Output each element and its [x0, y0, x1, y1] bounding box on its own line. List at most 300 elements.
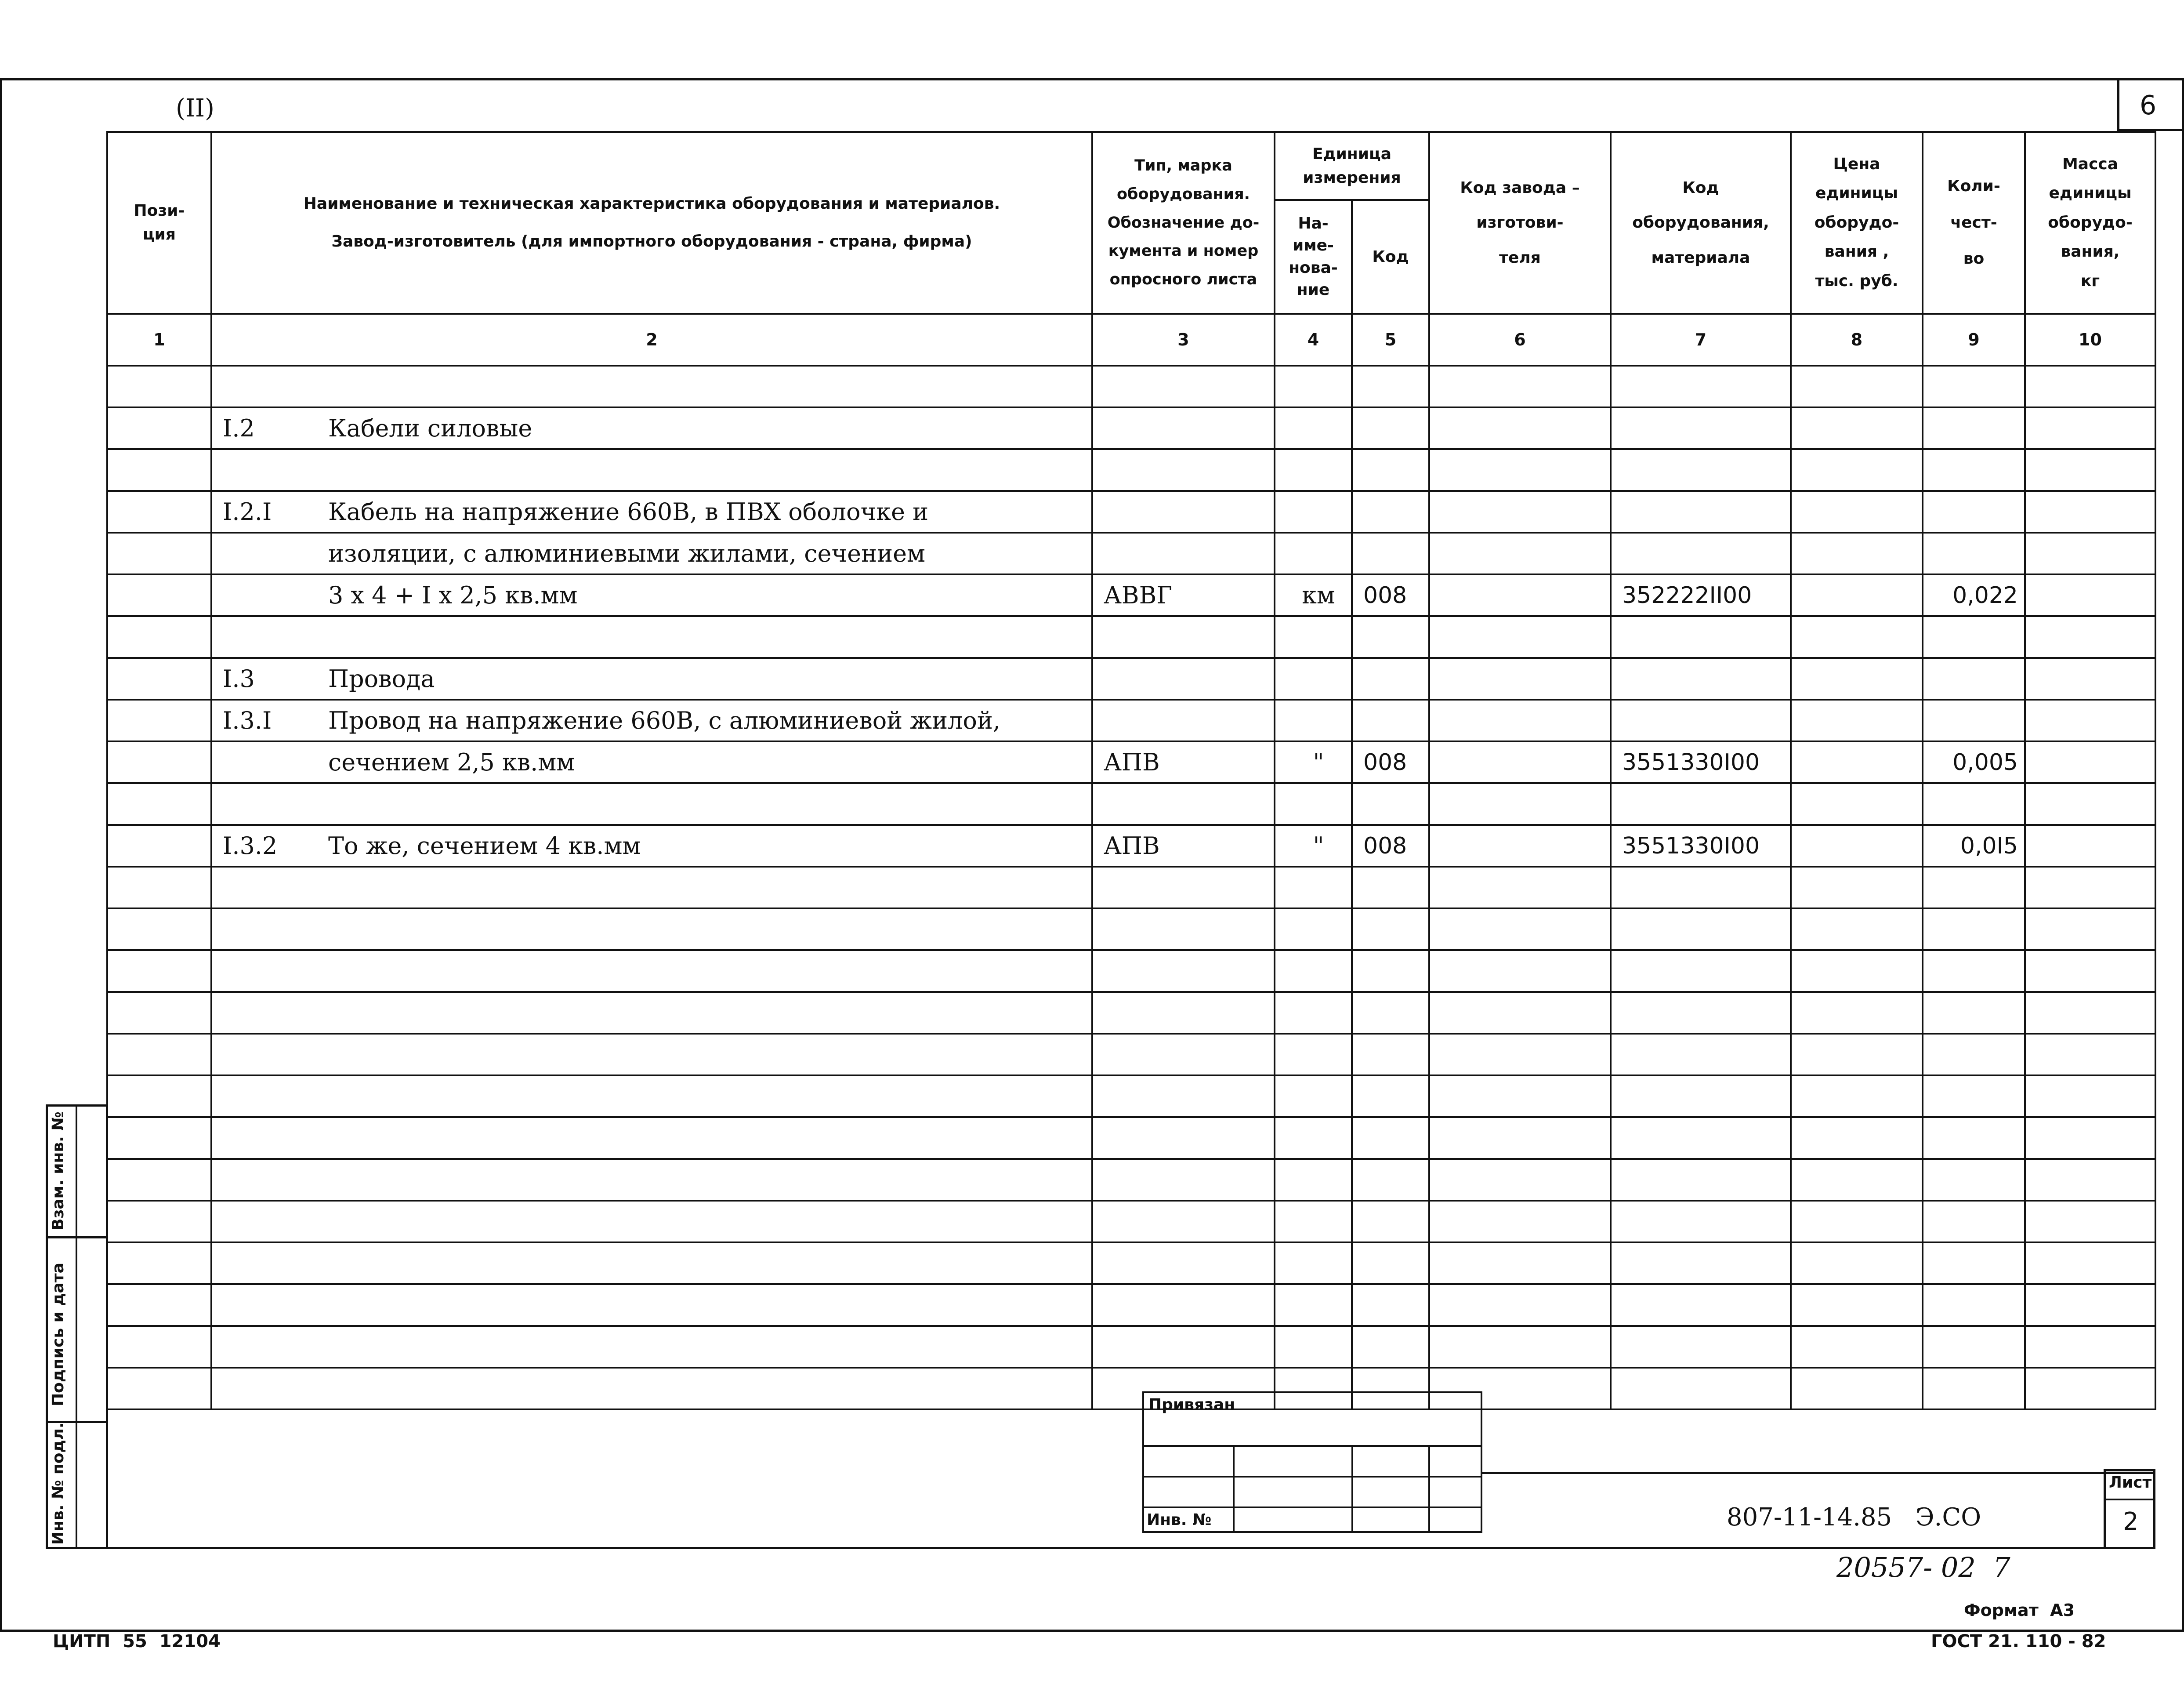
cell-position	[107, 616, 211, 658]
cell-quantity	[1923, 1075, 2025, 1117]
cell-equipment-code	[1611, 1159, 1791, 1201]
cell-unit-name	[1275, 1284, 1352, 1326]
cell-mass	[2025, 533, 2155, 574]
position-number: I.3.I	[223, 707, 272, 734]
cell-position	[107, 1159, 211, 1201]
cell-price	[1791, 908, 1923, 950]
table-row	[107, 491, 2155, 533]
cell-position	[107, 658, 211, 700]
table-row	[107, 1034, 2155, 1075]
cell-factory-code	[1429, 825, 1611, 867]
cell-quantity	[1923, 1368, 2025, 1409]
cell-equipment-code: 3551330I00	[1611, 825, 1791, 867]
side-label-inv-podl: Инв. № подл.	[49, 1422, 67, 1545]
cell-name	[211, 574, 1092, 616]
table-row	[107, 992, 2155, 1034]
cell-equipment-code	[1611, 1201, 1791, 1242]
cell-equipment-code	[1611, 783, 1791, 825]
binding-stamp	[1142, 1391, 1482, 1533]
cell-mass	[2025, 1326, 2155, 1368]
cell-position	[107, 825, 211, 867]
cell-unit-name	[1275, 1201, 1352, 1242]
cell-unit-name	[1275, 992, 1352, 1034]
item-name: Кабели силовые	[328, 414, 532, 442]
table-row	[107, 741, 2155, 783]
cell-name	[211, 1242, 1092, 1284]
cell-name	[211, 700, 1092, 741]
cell-type	[1092, 366, 1275, 407]
cell-unit-code	[1352, 491, 1429, 533]
cell-equipment-code: 352222II00	[1611, 574, 1791, 616]
title-block-line	[1481, 1472, 2155, 1474]
cell-mass	[2025, 1159, 2155, 1201]
position-number: I.2	[223, 414, 255, 442]
cell-mass	[2025, 783, 2155, 825]
cell-type	[1092, 1159, 1275, 1201]
cell-unit-code	[1352, 1242, 1429, 1284]
cell-position	[107, 908, 211, 950]
footer-gost: ГОСТ 21. 110 - 82	[1931, 1631, 2106, 1652]
cell-type	[1092, 658, 1275, 700]
cell-factory-code	[1429, 1075, 1611, 1117]
cell-name	[211, 992, 1092, 1034]
cell-type: АПВ	[1092, 741, 1275, 783]
cell-mass	[2025, 950, 2155, 992]
cell-factory-code	[1429, 1201, 1611, 1242]
cell-equipment-code	[1611, 491, 1791, 533]
cell-equipment-code	[1611, 992, 1791, 1034]
side-label-sign-date: Подпись и дата	[49, 1263, 67, 1406]
cell-position	[107, 1368, 211, 1409]
cell-position	[107, 1284, 211, 1326]
cell-equipment-code	[1611, 908, 1791, 950]
cell-type: АВВГ	[1092, 574, 1275, 616]
cell-factory-code	[1429, 616, 1611, 658]
cell-type	[1092, 1075, 1275, 1117]
table-row	[107, 1284, 2155, 1326]
col-number: 2	[211, 314, 1092, 366]
col-number: 5	[1352, 314, 1429, 366]
cell-equipment-code	[1611, 658, 1791, 700]
table-row	[107, 1242, 2155, 1284]
cell-mass	[2025, 1201, 2155, 1242]
cell-unit-code	[1352, 449, 1429, 491]
cell-unit-name	[1275, 950, 1352, 992]
cell-unit-name	[1275, 700, 1352, 741]
cell-quantity	[1923, 1326, 2025, 1368]
cell-position	[107, 741, 211, 783]
table-row	[107, 700, 2155, 741]
cell-unit-name: км	[1275, 574, 1352, 616]
table-row	[107, 825, 2155, 867]
cell-quantity	[1923, 1284, 2025, 1326]
cell-quantity	[1923, 1034, 2025, 1075]
table-row	[107, 449, 2155, 491]
cell-unit-name	[1275, 1326, 1352, 1368]
cell-quantity	[1923, 1159, 2025, 1201]
cell-mass	[2025, 1242, 2155, 1284]
cell-name	[211, 491, 1092, 533]
item-name: Кабель на напряжение 660В, в ПВХ оболочке и	[328, 498, 929, 526]
header-position: Пози- ция	[107, 132, 211, 314]
cell-factory-code	[1429, 1159, 1611, 1201]
cell-equipment-code	[1611, 1075, 1791, 1117]
cell-unit-code	[1352, 1159, 1429, 1201]
cell-price	[1791, 1201, 1923, 1242]
cell-name	[211, 1201, 1092, 1242]
cell-mass	[2025, 1075, 2155, 1117]
cell-mass	[2025, 1284, 2155, 1326]
cell-name	[211, 1326, 1092, 1368]
cell-unit-name	[1275, 616, 1352, 658]
col-number: 4	[1275, 314, 1352, 366]
cell-name	[211, 867, 1092, 908]
cell-mass	[2025, 908, 2155, 950]
cell-position	[107, 1242, 211, 1284]
cell-quantity: 0,005	[1923, 741, 2025, 783]
col-number: 9	[1923, 314, 2025, 366]
cell-quantity	[1923, 449, 2025, 491]
cell-quantity	[1923, 950, 2025, 992]
cell-equipment-code	[1611, 616, 1791, 658]
table-row	[107, 1159, 2155, 1201]
cell-type	[1092, 1201, 1275, 1242]
cell-position	[107, 449, 211, 491]
cell-unit-name	[1275, 366, 1352, 407]
header-unit-group: Единица измерения	[1275, 132, 1429, 200]
item-name: изоляции, с алюминиевыми жилами, сечением	[328, 540, 926, 567]
cell-unit-code	[1352, 950, 1429, 992]
cell-factory-code	[1429, 658, 1611, 700]
cell-unit-code	[1352, 1117, 1429, 1159]
specification-table	[106, 131, 2156, 1410]
cell-quantity	[1923, 407, 2025, 449]
cell-quantity: 0,022	[1923, 574, 2025, 616]
cell-position	[107, 1326, 211, 1368]
cell-unit-code	[1352, 407, 1429, 449]
cell-factory-code	[1429, 574, 1611, 616]
cell-price	[1791, 867, 1923, 908]
cell-mass	[2025, 407, 2155, 449]
cell-factory-code	[1429, 908, 1611, 950]
cell-unit-code	[1352, 533, 1429, 574]
table-row	[107, 574, 2155, 616]
cell-price	[1791, 1159, 1923, 1201]
cell-factory-code	[1429, 449, 1611, 491]
cell-position	[107, 574, 211, 616]
cell-unit-name	[1275, 1159, 1352, 1201]
cell-unit-code	[1352, 366, 1429, 407]
cell-position	[107, 867, 211, 908]
sheet-label: Лист	[2109, 1474, 2152, 1492]
sheet-number-divider	[2104, 1499, 2155, 1500]
cell-type	[1092, 1117, 1275, 1159]
cell-price	[1791, 700, 1923, 741]
cell-equipment-code	[1611, 533, 1791, 574]
cell-unit-code	[1352, 1326, 1429, 1368]
sheet-number: 2	[2123, 1507, 2139, 1536]
cell-name	[211, 1075, 1092, 1117]
position-number: I.3.2	[223, 832, 278, 860]
cell-factory-code	[1429, 1242, 1611, 1284]
cell-price	[1791, 407, 1923, 449]
cell-name	[211, 825, 1092, 867]
format-label: Формат А3	[1964, 1601, 2075, 1620]
cell-position	[107, 1075, 211, 1117]
cell-unit-code	[1352, 783, 1429, 825]
cell-unit-name	[1275, 1075, 1352, 1117]
table-row	[107, 1075, 2155, 1117]
cell-quantity	[1923, 700, 2025, 741]
item-name: То же, сечением 4 кв.мм	[328, 832, 641, 860]
cell-mass	[2025, 491, 2155, 533]
cell-equipment-code	[1611, 700, 1791, 741]
cell-name	[211, 1284, 1092, 1326]
cell-equipment-code	[1611, 1326, 1791, 1368]
table-row	[107, 616, 2155, 658]
table-row	[107, 1201, 2155, 1242]
document-code: 807-11-14.85 Э.СО	[1727, 1503, 1981, 1532]
cell-unit-code	[1352, 1201, 1429, 1242]
cell-factory-code	[1429, 1034, 1611, 1075]
cell-quantity	[1923, 1242, 2025, 1284]
cell-name	[211, 783, 1092, 825]
cell-position	[107, 992, 211, 1034]
cell-unit-code	[1352, 700, 1429, 741]
cell-type: АПВ	[1092, 825, 1275, 867]
position-number: I.2.I	[223, 498, 272, 526]
cell-price	[1791, 1368, 1923, 1409]
col-number: 10	[2025, 314, 2155, 366]
table-row	[107, 407, 2155, 449]
cell-type	[1092, 491, 1275, 533]
cell-unit-name	[1275, 491, 1352, 533]
cell-quantity	[1923, 366, 2025, 407]
cell-price	[1791, 1117, 1923, 1159]
cell-name	[211, 407, 1092, 449]
col-number: 8	[1791, 314, 1923, 366]
side-divider	[76, 1104, 77, 1549]
col-number: 7	[1611, 314, 1791, 366]
cell-unit-code	[1352, 908, 1429, 950]
cell-unit-name: "	[1275, 825, 1352, 867]
cell-factory-code	[1429, 533, 1611, 574]
cell-unit-code	[1352, 1034, 1429, 1075]
cell-mass	[2025, 992, 2155, 1034]
cell-name	[211, 449, 1092, 491]
cell-unit-name	[1275, 533, 1352, 574]
cell-quantity	[1923, 616, 2025, 658]
cell-quantity	[1923, 1201, 2025, 1242]
cell-factory-code	[1429, 783, 1611, 825]
cell-mass	[2025, 825, 2155, 867]
cell-unit-code	[1352, 616, 1429, 658]
cell-equipment-code: 3551330I00	[1611, 741, 1791, 783]
cell-equipment-code	[1611, 1034, 1791, 1075]
table-row	[107, 908, 2155, 950]
cell-position	[107, 700, 211, 741]
cell-factory-code	[1429, 950, 1611, 992]
cell-equipment-code	[1611, 1284, 1791, 1326]
cell-quantity	[1923, 783, 2025, 825]
cell-unit-code	[1352, 867, 1429, 908]
cell-quantity: 0,0I5	[1923, 825, 2025, 867]
cell-type	[1092, 1242, 1275, 1284]
col-number: 3	[1092, 314, 1275, 366]
cell-unit-name	[1275, 1242, 1352, 1284]
cell-price	[1791, 783, 1923, 825]
cell-unit-code	[1352, 1284, 1429, 1326]
cell-mass	[2025, 366, 2155, 407]
cell-unit-name	[1275, 1034, 1352, 1075]
cell-position	[107, 1117, 211, 1159]
cell-position	[107, 950, 211, 992]
cell-price	[1791, 825, 1923, 867]
cell-unit-code	[1352, 1075, 1429, 1117]
column-number-row	[107, 314, 2155, 366]
cell-price	[1791, 533, 1923, 574]
cell-unit-name	[1275, 908, 1352, 950]
cell-quantity	[1923, 992, 2025, 1034]
cell-unit-code: 008	[1352, 825, 1429, 867]
cell-name	[211, 533, 1092, 574]
header-unit-name: На- име- нова- ние	[1275, 200, 1352, 314]
cell-mass	[2025, 658, 2155, 700]
header-name-line2: Завод-изготовитель (для импортного оборудования - страна, фирма)	[331, 232, 972, 250]
table-row	[107, 658, 2155, 700]
cell-name	[211, 741, 1092, 783]
cell-name	[211, 366, 1092, 407]
sheet-corner-number: 6	[2140, 90, 2157, 121]
cell-price	[1791, 950, 1923, 992]
cell-equipment-code	[1611, 1368, 1791, 1409]
cell-price	[1791, 491, 1923, 533]
cell-equipment-code	[1611, 407, 1791, 449]
cell-mass	[2025, 700, 2155, 741]
cell-equipment-code	[1611, 366, 1791, 407]
cell-factory-code	[1429, 407, 1611, 449]
cell-unit-name	[1275, 783, 1352, 825]
cell-unit-name	[1275, 1117, 1352, 1159]
cell-unit-name	[1275, 867, 1352, 908]
cell-quantity	[1923, 867, 2025, 908]
cell-unit-name	[1275, 449, 1352, 491]
cell-position	[107, 407, 211, 449]
cell-type	[1092, 908, 1275, 950]
cell-position	[107, 1034, 211, 1075]
cell-type	[1092, 1034, 1275, 1075]
cell-mass	[2025, 616, 2155, 658]
cell-mass	[2025, 1368, 2155, 1409]
table-row	[107, 1326, 2155, 1368]
cell-type	[1092, 533, 1275, 574]
table-row	[107, 783, 2155, 825]
cell-name	[211, 950, 1092, 992]
cell-unit-name	[1275, 658, 1352, 700]
cell-mass	[2025, 1117, 2155, 1159]
cell-unit-code: 008	[1352, 574, 1429, 616]
table-row	[107, 1368, 2155, 1409]
cell-price	[1791, 366, 1923, 407]
cell-factory-code	[1429, 491, 1611, 533]
cell-position	[107, 491, 211, 533]
cell-unit-code	[1352, 992, 1429, 1034]
binding-label: Привязан	[1143, 1392, 1481, 1446]
table-row	[107, 867, 2155, 908]
cell-name	[211, 616, 1092, 658]
cell-factory-code	[1429, 867, 1611, 908]
col-number: 1	[107, 314, 211, 366]
cell-factory-code	[1429, 992, 1611, 1034]
cell-equipment-code	[1611, 1242, 1791, 1284]
cell-unit-name	[1275, 407, 1352, 449]
item-name: Провод на напряжение 660В, с алюминиевой жилой,	[328, 707, 1001, 734]
inventory-number-label: Инв. №	[1143, 1507, 1234, 1532]
cell-type	[1092, 950, 1275, 992]
table-row	[107, 533, 2155, 574]
table-row	[107, 1117, 2155, 1159]
cell-type	[1092, 1326, 1275, 1368]
cell-price	[1791, 1075, 1923, 1117]
cell-type	[1092, 783, 1275, 825]
cell-quantity	[1923, 908, 2025, 950]
cell-name	[211, 908, 1092, 950]
cell-position	[107, 366, 211, 407]
cell-price	[1791, 574, 1923, 616]
cell-factory-code	[1429, 741, 1611, 783]
cell-equipment-code	[1611, 950, 1791, 992]
cell-position	[107, 1201, 211, 1242]
cell-factory-code	[1429, 1326, 1611, 1368]
cell-type	[1092, 1284, 1275, 1326]
cell-price	[1791, 616, 1923, 658]
cell-quantity	[1923, 533, 2025, 574]
header-price: Цена единицы оборудо- вания , тыс. руб.	[1791, 132, 1923, 314]
cell-quantity	[1923, 1117, 2025, 1159]
cell-price	[1791, 449, 1923, 491]
cell-equipment-code	[1611, 867, 1791, 908]
cell-quantity	[1923, 491, 2025, 533]
cell-type	[1092, 992, 1275, 1034]
cell-price	[1791, 992, 1923, 1034]
cell-factory-code	[1429, 366, 1611, 407]
cell-type	[1092, 867, 1275, 908]
table-bottom-line	[106, 1547, 2155, 1549]
side-label-inv-vzam: Взам. инв. №	[49, 1111, 67, 1231]
item-name: Провода	[328, 665, 435, 693]
cell-price	[1791, 1034, 1923, 1075]
position-number: I.3	[223, 665, 255, 693]
item-name: сечением 2,5 кв.мм	[328, 748, 575, 776]
cell-mass	[2025, 574, 2155, 616]
cell-factory-code	[1429, 1117, 1611, 1159]
cell-mass	[2025, 449, 2155, 491]
cell-unit-code	[1352, 658, 1429, 700]
cell-unit-code: 008	[1352, 741, 1429, 783]
cell-mass	[2025, 1034, 2155, 1075]
cell-mass	[2025, 741, 2155, 783]
cell-price	[1791, 1326, 1923, 1368]
cell-type	[1092, 616, 1275, 658]
header-name-line1: Наименование и техническая характеристика оборудования и материалов.	[303, 194, 1000, 213]
section-mark: (II)	[176, 94, 214, 123]
header-quantity: Коли- чест- во	[1923, 132, 2025, 314]
col-number: 6	[1429, 314, 1611, 366]
footer-left-code: ЦИТП 55 12104	[53, 1631, 221, 1652]
cell-equipment-code	[1611, 1117, 1791, 1159]
table-row	[107, 950, 2155, 992]
cell-price	[1791, 1284, 1923, 1326]
